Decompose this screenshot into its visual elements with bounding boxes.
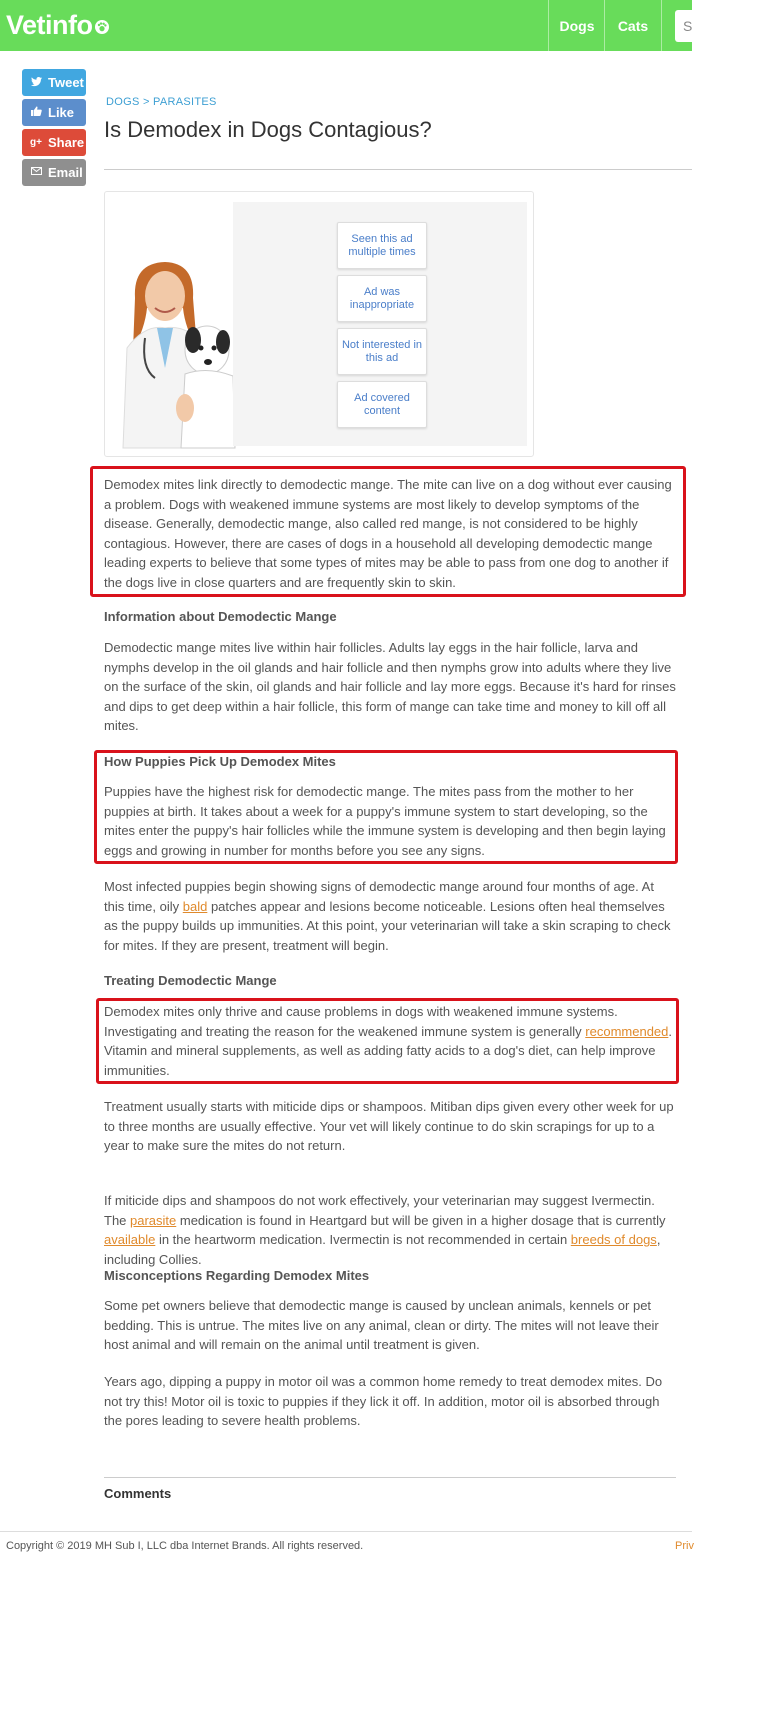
ad-feedback-seen-multiple[interactable]: Seen this ad multiple times xyxy=(337,222,427,269)
text-span: in the heartworm medication. Ivermectin is not recommended in certain xyxy=(155,1232,571,1248)
like-button[interactable] xyxy=(22,99,86,126)
text-span: patches appear and lesions become noticeable. Lesions often heal themselves as the puppy builds up immunities. At this point, your veterinarian will take a skin scraping to check for mites. If they are present, treatment will begin. xyxy=(104,898,671,953)
logo-text: Vetinfo xyxy=(6,10,93,40)
text-span: Most infected puppies begin showing signs of demodectic mange around four months of age. At this time, oily xyxy=(104,879,654,914)
text-span: If miticide dips and shampoos do not work effectively, your veterinarian may suggest Ivermectin. The xyxy=(104,1193,655,1228)
paw-icon xyxy=(95,20,109,34)
comments-divider xyxy=(104,1477,676,1478)
ad-feedback-panel xyxy=(233,202,527,446)
google-plus-share-button[interactable] xyxy=(22,129,86,156)
link-parasite[interactable]: parasite xyxy=(130,1212,177,1228)
site-logo[interactable] xyxy=(6,10,109,41)
ad-container xyxy=(104,191,534,457)
title-divider xyxy=(104,169,692,170)
ad-feedback-inappropriate[interactable]: Ad was inappropriate xyxy=(337,275,427,322)
paragraph-treating xyxy=(104,1002,676,1080)
paragraph-ivermectin xyxy=(104,1191,676,1269)
link-breeds-of-dogs[interactable]: breeds of dogs xyxy=(570,1232,657,1248)
envelope-icon xyxy=(26,167,46,178)
ad-feedback-not-interested[interactable]: Not interested in this ad xyxy=(337,328,427,375)
heading-puppies: How Puppies Pick Up Demodex Mites xyxy=(104,754,336,769)
heading-information: Information about Demodectic Mange xyxy=(104,609,337,624)
paragraph-signs xyxy=(104,877,676,955)
paragraph-information: Demodectic mange mites live within hair follicles. Adults lay eggs in the hair follicle, larva and nymphs develop in the oil glands and hair follicle and then nymphs grow into adults where they live on the surface of the skin, oil glands and hair follicle and lay more eggs. Because it's hard for rinses and dips to get deep within a hair follicle, this form of mange can take time and money to kill off all mites. xyxy=(104,640,676,734)
paragraph-dips: Treatment usually starts with miticide dips or shampoos. Mitiban dips given every other week for up to three months are usually effective. Your vet will likely continue to do skin scrapings for up to a year to make sure the mites do not return. xyxy=(104,1099,674,1154)
search-placeholder: S xyxy=(683,18,693,34)
breadcrumb[interactable]: DOGS > PARASITES xyxy=(106,96,217,108)
nav-dogs[interactable]: Dogs xyxy=(548,0,605,51)
text-span: Demodex mites only thrive and cause problems in dogs with weakened immune systems. Investigating and treating the reason for the weakened immune system is generally xyxy=(104,1004,618,1039)
share-label: Share xyxy=(48,135,85,150)
email-label: Email xyxy=(48,165,83,180)
text-span: , including Collies. xyxy=(104,1232,661,1267)
paragraph-misconceptions: Some pet owners believe that demodectic mange is caused by unclean animals, kennels or pet bedding. This is untrue. The mites live on any animal, clean or dirty. The mites will not leave their host animal and will remain on the animal until treatment is given. xyxy=(104,1298,659,1353)
email-button[interactable] xyxy=(22,159,86,186)
link-bald[interactable]: bald xyxy=(182,898,208,914)
page-title: Is Demodex in Dogs Contagious? xyxy=(104,117,432,142)
twitter-icon xyxy=(26,77,46,89)
paragraph-intro: Demodex mites link directly to demodectic mange. The mite can live on a dog without ever causing a problem. Dogs with weakened immune systems are most likely to develop symptoms of the disease. Generally, demodectic mange, also called red mange, is not considered to be highly contagious. However, there are cases of dogs in a household all developing demodectic mange leading experts to believe that some types of mites may be able to pass from one dog to another if the dogs live in close quarters and are frequently skin to skin. xyxy=(104,477,672,590)
site-header xyxy=(0,0,692,51)
copyright-text: Copyright © 2019 MH Sub I, LLC dba Internet Brands. All rights reserved. xyxy=(6,1540,364,1552)
nav-cats[interactable]: Cats xyxy=(604,0,662,51)
text-span: medication is found in Heartgard but will be given in a higher dosage that is currently xyxy=(176,1212,666,1228)
paragraph-motor-oil: Years ago, dipping a puppy in motor oil was a common home remedy to treat demodex mites. Do not try this! Motor oil is toxic to puppies if they lick it off. In addition, motor oil is absorbed through the pores leading to severe health problems. xyxy=(104,1374,663,1429)
privacy-link[interactable]: Priv xyxy=(675,1540,694,1552)
heading-treating: Treating Demodectic Mange xyxy=(104,973,277,988)
google-plus-icon: g+ xyxy=(30,137,42,148)
like-label: Like xyxy=(48,105,75,120)
heading-misconceptions: Misconceptions Regarding Demodex Mites xyxy=(104,1268,370,1283)
search-input[interactable] xyxy=(675,10,705,42)
paragraph-puppies: Puppies have the highest risk for demodectic mange. The mites pass from the mother to her puppies at birth. It takes about a week for a puppy's immune system to start developing, so the mites enter the puppy's hair follicles while the immune system is developing and then begin laying eggs and growing in number for months before you see any signs. xyxy=(104,784,666,858)
link-recommended[interactable]: recommended xyxy=(585,1023,669,1039)
footer-divider xyxy=(0,1531,692,1532)
comments-heading: Comments xyxy=(104,1486,172,1501)
thumbs-up-icon xyxy=(26,106,46,119)
ad-image-vet-with-dog xyxy=(115,258,235,448)
tweet-button[interactable] xyxy=(22,69,86,96)
ad-feedback-covered-content[interactable]: Ad covered content xyxy=(337,381,427,428)
tweet-label: Tweet xyxy=(48,75,84,90)
link-available[interactable]: available xyxy=(104,1232,156,1248)
text-span: . Vitamin and mineral supplements, as well as adding fatty acids to a dog's diet, can help improve immunities. xyxy=(104,1023,673,1078)
